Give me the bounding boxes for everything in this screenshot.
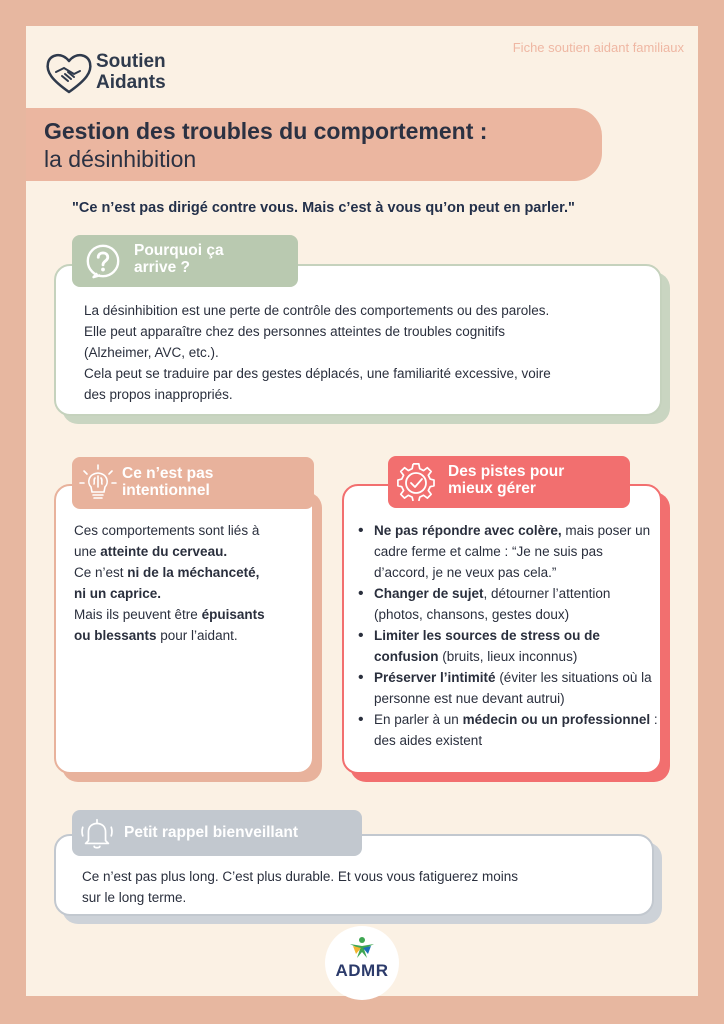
piste-bold: Ne pas répondre avec colère, — [374, 523, 562, 538]
brand-logo-text — [96, 51, 166, 93]
intentionnel-bold: atteinte du cerveau. — [100, 544, 228, 559]
piste-bold: Changer de sujet — [374, 586, 484, 601]
intentionnel-line — [74, 625, 310, 646]
intentionnel-card — [54, 484, 314, 774]
document-category: Fiche soutien aidant familiaux — [512, 40, 684, 55]
intentionnel-line: Ces comportements sont liés à — [74, 523, 260, 538]
piste-text: En parler à un — [374, 712, 463, 727]
lightbulb-brain-icon — [78, 463, 118, 503]
piste-text: (éviter les situations où la personne est nue devant autrui) — [374, 670, 652, 706]
pistes-card — [342, 484, 662, 774]
pourquoi-label — [72, 235, 298, 287]
intentionnel-text-part: pour l’aidant. — [156, 628, 238, 643]
bell-icon — [78, 814, 116, 852]
piste-text: (bruits, lieux inconnus) — [438, 649, 578, 664]
rappel-label-text: Petit rappel bienveillant — [124, 824, 298, 841]
rappel-line: Ce n’est pas plus long. C’est plus durable. Et vous vous fatiguerez moins — [82, 869, 518, 884]
pourquoi-line: (Alzheimer, AVC, etc.). — [84, 345, 219, 360]
piste-bold: médecin ou un professionnel — [462, 712, 651, 727]
brand-line-1: Soutien — [96, 51, 166, 72]
pourquoi-label-line-2: arrive ? — [134, 259, 191, 276]
piste-text: mais poser un cadre ferme et calme : “Je ne suis pas d’accord, je ne veux pas cela.” — [374, 523, 651, 580]
list-item — [358, 520, 658, 583]
intentionnel-text — [74, 520, 310, 646]
intentionnel-text-part: Ce n’est — [74, 565, 128, 580]
list-item — [358, 625, 658, 667]
pistes-list — [358, 520, 658, 751]
intentionnel-bold: ni de la méchanceté, — [127, 565, 260, 580]
pourquoi-line: La désinhibition est une perte de contrôle des comportements ou des paroles. — [84, 303, 550, 318]
list-item — [358, 583, 658, 625]
rappel-line: sur le long terme. — [82, 890, 187, 905]
piste-text: , détourner l’attention (photos, chansons, gestes doux) — [374, 586, 611, 622]
rappel-text — [82, 866, 642, 908]
intentionnel-line — [74, 562, 310, 583]
handshake-heart-icon — [44, 50, 94, 96]
intentionnel-bold: épuisants — [201, 607, 265, 622]
intentionnel-label-line-1: Ce n’est pas — [122, 465, 214, 482]
rappel-label — [72, 810, 362, 856]
list-item — [358, 667, 658, 709]
question-icon — [84, 242, 122, 280]
people-star-icon — [347, 936, 377, 960]
brand-line-2: Aidants — [96, 72, 166, 93]
intentionnel-text-part: Mais ils peuvent être — [74, 607, 202, 622]
intentionnel-line — [74, 583, 310, 604]
pistes-label-line-2: mieux gérer — [448, 480, 536, 497]
intentionnel-text-part: une — [74, 544, 101, 559]
admr-logo-text: ADMR — [335, 961, 389, 980]
piste-text: : des aides existent — [374, 712, 658, 748]
piste-bold: Préserver l’intimité — [374, 670, 496, 685]
pourquoi-line: Elle peut apparaître chez des personnes atteintes de troubles cognitifs — [84, 324, 506, 339]
page-subtitle: la désinhibition — [44, 146, 197, 172]
pourquoi-line: des propos inappropriés. — [84, 387, 233, 402]
quote: "Ce n’est pas dirigé contre vous. Mais c’est à vous qu’on peut en parler." — [72, 200, 575, 216]
intentionnel-label-line-2: intentionnel — [122, 482, 210, 499]
pourquoi-text — [84, 300, 654, 405]
intentionnel-line — [74, 541, 310, 562]
intentionnel-bold: ou blessants — [74, 628, 157, 643]
piste-bold: Limiter les sources de stress ou de confusion — [374, 628, 600, 664]
gear-check-icon — [396, 462, 436, 502]
intentionnel-bold: ni un caprice. — [74, 586, 162, 601]
pourquoi-label-line-1: Pourquoi ça — [134, 242, 224, 259]
page-title: Gestion des troubles du comportement : — [44, 118, 488, 144]
intentionnel-line — [74, 604, 310, 625]
intentionnel-label — [72, 457, 314, 509]
pistes-label — [388, 456, 630, 508]
pistes-label-line-1: Des pistes pour — [448, 463, 565, 480]
pourquoi-line: Cela peut se traduire par des gestes déplacés, une familiarité excessive, voire — [84, 366, 551, 381]
list-item — [358, 709, 658, 751]
